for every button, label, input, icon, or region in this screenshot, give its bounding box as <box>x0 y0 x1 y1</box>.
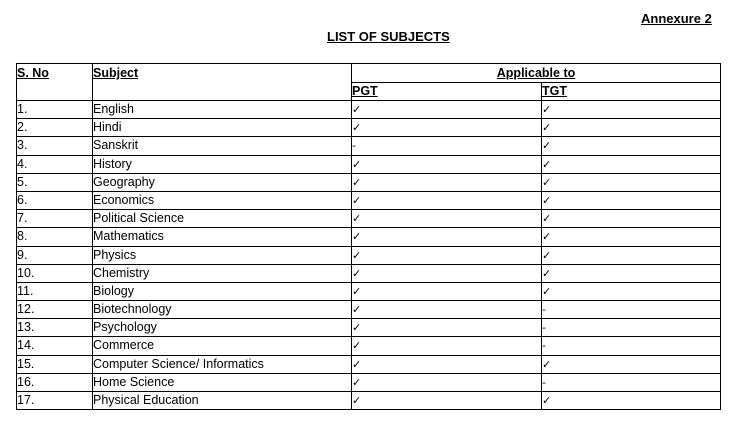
row-tgt-mark: ✓ <box>542 137 721 155</box>
row-pgt-mark: ✓ <box>352 264 542 282</box>
row-subject: English <box>93 101 352 119</box>
row-pgt-mark: ✓ <box>352 210 542 228</box>
row-tgt-mark: ✓ <box>542 264 721 282</box>
row-subject: Computer Science/ Informatics <box>93 355 352 373</box>
row-subject: Physics <box>93 246 352 264</box>
row-sno: 11. <box>17 282 93 300</box>
row-subject: History <box>93 155 352 173</box>
row-tgt-mark: ✓ <box>542 392 721 410</box>
row-tgt-mark: ✓ <box>542 119 721 137</box>
row-sno: 6. <box>17 191 93 209</box>
table-row <box>17 373 721 391</box>
row-pgt-mark: ✓ <box>352 246 542 264</box>
row-pgt-mark: ✓ <box>352 155 542 173</box>
row-sno: 15. <box>17 355 93 373</box>
row-sno: 14. <box>17 337 93 355</box>
row-subject: Biology <box>93 282 352 300</box>
header-subject: Subject <box>93 64 352 101</box>
row-tgt-mark: ✓ <box>542 355 721 373</box>
row-tgt-mark: ✓ <box>542 191 721 209</box>
row-tgt-mark: - <box>542 301 721 319</box>
row-pgt-mark: ✓ <box>352 119 542 137</box>
row-sno: 17. <box>17 392 93 410</box>
header-tgt: TGT <box>542 83 721 101</box>
row-sno: 3. <box>17 137 93 155</box>
row-subject: Hindi <box>93 119 352 137</box>
table-row <box>17 301 721 319</box>
table-row <box>17 173 721 191</box>
row-pgt-mark: ✓ <box>352 191 542 209</box>
header-sno: S. No <box>17 64 93 101</box>
row-subject: Political Science <box>93 210 352 228</box>
row-sno: 13. <box>17 319 93 337</box>
row-tgt-mark: ✓ <box>542 101 721 119</box>
row-tgt-mark: - <box>542 337 721 355</box>
row-pgt-mark: ✓ <box>352 101 542 119</box>
row-tgt-mark: ✓ <box>542 210 721 228</box>
page-title: LIST OF SUBJECTS <box>327 29 450 44</box>
table-row <box>17 228 721 246</box>
row-subject: Biotechnology <box>93 301 352 319</box>
row-sno: 1. <box>17 101 93 119</box>
row-pgt-mark: ✓ <box>352 355 542 373</box>
row-tgt-mark: ✓ <box>542 246 721 264</box>
table-row <box>17 119 721 137</box>
row-sno: 9. <box>17 246 93 264</box>
row-tgt-mark: ✓ <box>542 228 721 246</box>
table-row <box>17 319 721 337</box>
row-pgt-mark: ✓ <box>352 228 542 246</box>
annexure-label: Annexure 2 <box>641 11 712 26</box>
table-row <box>17 155 721 173</box>
header-applicable-to: Applicable to <box>352 64 721 83</box>
header-pgt: PGT <box>352 83 542 101</box>
row-pgt-mark: ✓ <box>352 319 542 337</box>
row-sno: 5. <box>17 173 93 191</box>
row-subject: Physical Education <box>93 392 352 410</box>
row-subject: Commerce <box>93 337 352 355</box>
row-tgt-mark: - <box>542 319 721 337</box>
subjects-table <box>16 63 721 410</box>
row-pgt-mark: ✓ <box>352 392 542 410</box>
row-pgt-mark: ✓ <box>352 337 542 355</box>
row-pgt-mark: ✓ <box>352 173 542 191</box>
table-row <box>17 392 721 410</box>
row-pgt-mark: ✓ <box>352 282 542 300</box>
row-subject: Home Science <box>93 373 352 391</box>
row-subject: Economics <box>93 191 352 209</box>
row-subject: Psychology <box>93 319 352 337</box>
row-pgt-mark: ✓ <box>352 301 542 319</box>
row-sno: 10. <box>17 264 93 282</box>
table-row <box>17 264 721 282</box>
table-row <box>17 191 721 209</box>
row-sno: 2. <box>17 119 93 137</box>
table-row <box>17 355 721 373</box>
row-subject: Mathematics <box>93 228 352 246</box>
row-sno: 4. <box>17 155 93 173</box>
table-row <box>17 137 721 155</box>
table-row <box>17 101 721 119</box>
row-tgt-mark: ✓ <box>542 282 721 300</box>
row-tgt-mark: ✓ <box>542 155 721 173</box>
table-row <box>17 246 721 264</box>
row-tgt-mark: ✓ <box>542 173 721 191</box>
row-subject: Chemistry <box>93 264 352 282</box>
table-row <box>17 210 721 228</box>
table-row <box>17 337 721 355</box>
table-row <box>17 282 721 300</box>
row-subject: Geography <box>93 173 352 191</box>
row-sno: 12. <box>17 301 93 319</box>
row-sno: 8. <box>17 228 93 246</box>
row-pgt-mark: - <box>352 137 542 155</box>
row-sno: 7. <box>17 210 93 228</box>
row-subject: Sanskrit <box>93 137 352 155</box>
row-tgt-mark: - <box>542 373 721 391</box>
row-sno: 16. <box>17 373 93 391</box>
row-pgt-mark: ✓ <box>352 373 542 391</box>
